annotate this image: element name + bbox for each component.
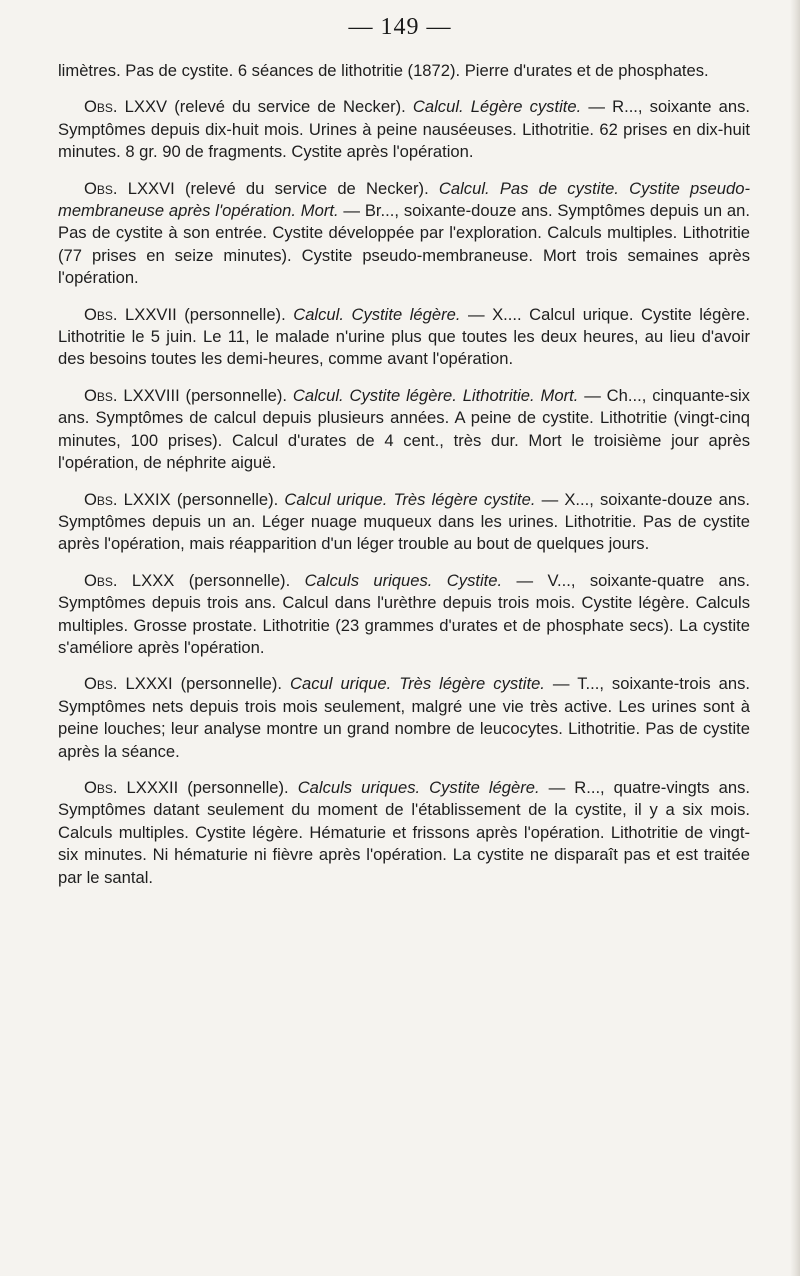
obs-tag: Obs. — [84, 777, 118, 797]
obs-text: — Ch..., cinquante-six ans. Symptômes de calcul depuis plusieurs années. A peine de cystite. Lithotritie (vingt-cinq minutes, 100 prises). Calcul d'urates de 4 cent., très dur. Mort le troisième jour après l'opération, de néphrite aiguë. — [58, 385, 750, 473]
obs-head: LXXXII (personnelle). — [117, 777, 298, 797]
observation-lxxviii — [58, 385, 750, 475]
observation-lxxxi — [58, 673, 750, 763]
obs-head: LXXVII (personnelle). — [117, 304, 294, 324]
obs-tag: Obs. — [84, 570, 118, 590]
obs-tag: Obs. — [84, 674, 118, 694]
obs-tag: Obs. — [84, 97, 118, 117]
obs-text: — X..., soixante-douze ans. Symptômes depuis un an. Léger nuage muqueux dans les urines. Lithotritie. Pas de cystite après l'opération, mais réapparition d'un léger trouble au bout de quelques jours. — [58, 489, 750, 554]
page-edge-shadow — [790, 0, 800, 1276]
obs-title: Calculs uriques. Cystite. — [304, 570, 503, 590]
page-body — [58, 60, 750, 903]
obs-title: Calcul. Légère cystite. — [412, 97, 582, 117]
obs-title: Calcul. Cystite légère. Lithotritie. Mort. — [292, 385, 579, 405]
obs-head: LXXXI (personnelle). — [117, 674, 291, 694]
obs-head: LXXIX (personnelle). — [117, 489, 285, 509]
obs-title: Cacul urique. Très légère cystite. — [290, 674, 545, 694]
continuation-paragraph: limètres. Pas de cystite. 6 séances de lithotritie (1872). Pierre d'urates et de phosphates. — [58, 61, 709, 80]
obs-text: — R..., soixante ans. Symptômes depuis dix-huit mois. Urines à peine nauséeuses. Lithotritie. 62 prises en dix-huit minutes. 8 gr. 90 de fragments. Cystite après l'opération. — [58, 97, 750, 162]
obs-text: — T..., soixante-trois ans. Symptômes nets depuis trois mois seulement, malgré une vie très active. Les urines sont à peine louches; leur analyse montre un grand nombre de leucocytes. Lithotritie. Pas de cystite après la séance. — [58, 674, 750, 761]
obs-title: Calculs uriques. Cystite légère. — [297, 777, 540, 797]
observation-lxxix — [58, 489, 750, 556]
obs-head: LXXX (personnelle). — [117, 570, 305, 590]
page-number: — 149 — — [348, 14, 452, 40]
observation-lxxx — [58, 570, 750, 660]
observation-lxxvii — [58, 304, 750, 371]
obs-text: — Br..., soixante-douze ans. Symptômes depuis un an. Pas de cystite à son entrée. Cystite développée par l'exploration. Calculs multiples. Lithotritie (77 prises en seize minutes). Cystite pseudo-membraneuse. Mort trois semaines après l'opération. — [58, 201, 750, 288]
obs-head: LXXV (relevé du service de Necker). — [117, 97, 413, 117]
obs-text: — R..., quatre-vingts ans. Symptômes datant seulement du moment de l'établissement de la cystite, il y a six mois. Calculs multiples. Cystite légère. Hématurie et frissons après l'opération. Lithotritie de vingt-six minutes. Ni hématurie ni fièvre après l'opération. La cystite ne disparaît pas et est traitée par le santal. — [58, 777, 750, 887]
obs-title: Calcul. Pas de cystite. Cystite pseudo-membraneuse après l'opération. Mort. — [58, 178, 750, 221]
obs-head: LXXVIII (personnelle). — [117, 385, 293, 405]
observation-lxxvi — [58, 178, 750, 290]
obs-head: LXXVI (relevé du service de Necker). — [117, 178, 439, 198]
obs-tag: Obs. — [84, 304, 118, 324]
observation-lxxv — [58, 96, 750, 163]
obs-tag: Obs. — [84, 385, 118, 405]
observation-lxxxii — [58, 777, 750, 889]
obs-title: Calcul urique. Très légère cystite. — [284, 489, 536, 509]
obs-tag: Obs. — [84, 178, 118, 198]
obs-text: — X.... Calcul urique. Cystite légère. Lithotritie le 5 juin. Le 11, le malade n'urine plus que toutes les deux heures, au lieu d'avoir des besoins toutes les demi-heures, comme avant l'opération. — [58, 304, 750, 369]
obs-text: — V..., soixante-quatre ans. Symptômes depuis trois ans. Calcul dans l'urèthre depuis trois mois. Cystite légère. Calculs multiples. Grosse prostate. Lithotritie (23 grammes d'urates et de phosphate secs). La cystite s'améliore après l'opération. — [58, 570, 750, 657]
obs-tag: Obs. — [84, 489, 118, 509]
obs-title: Calcul. Cystite légère. — [293, 304, 461, 324]
